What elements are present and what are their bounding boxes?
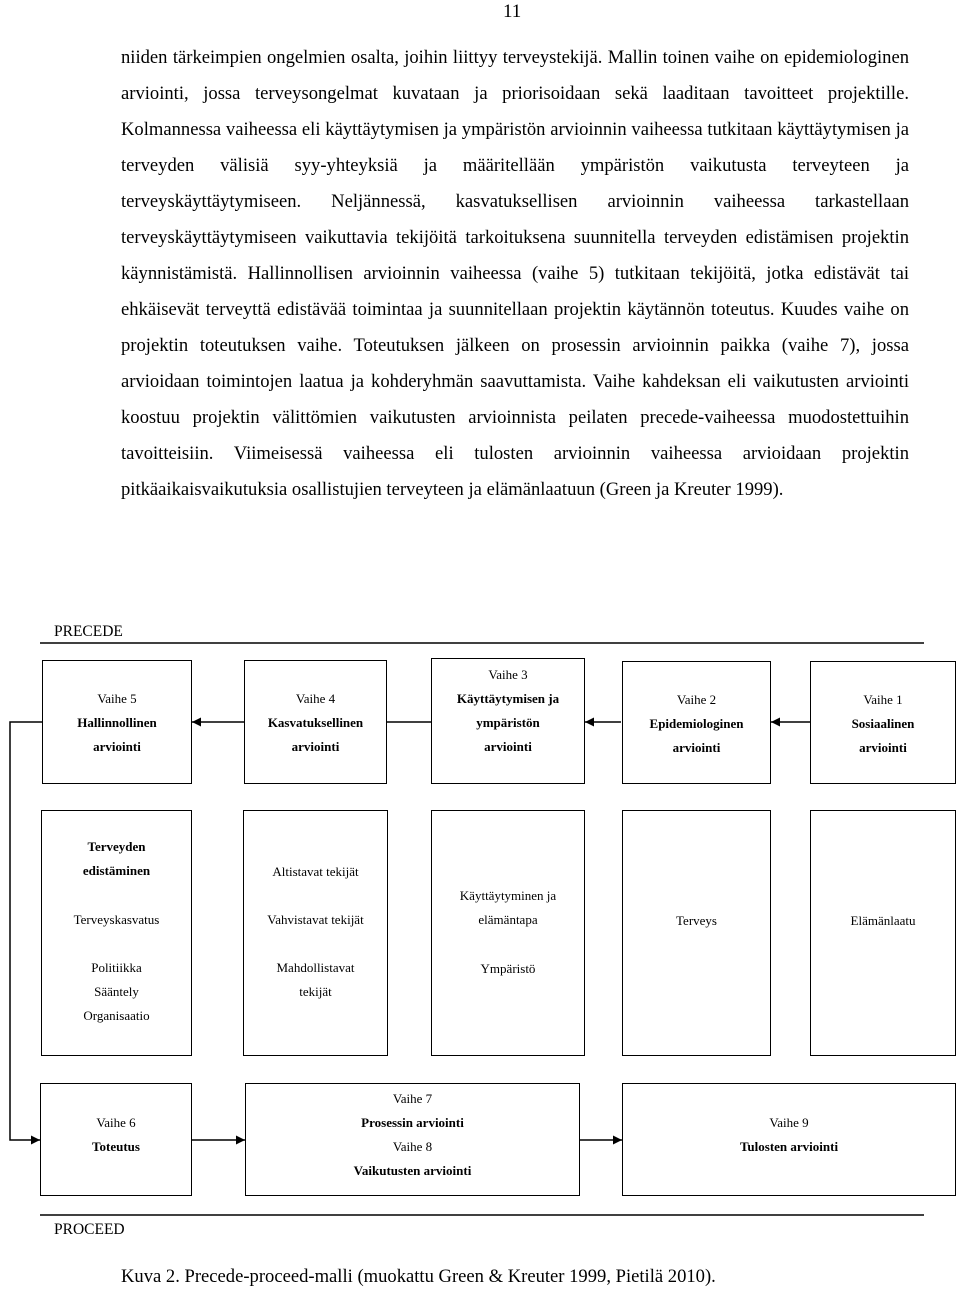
health-promotion-title: Terveyden (87, 839, 146, 854)
phase-7-title: Prosessin arviointi (361, 1115, 464, 1130)
lifestyle-item: elämäntapa (478, 912, 538, 927)
predisposing-factors: Altistavat tekijät (272, 864, 359, 879)
health-promotion-box (41, 810, 192, 1056)
phase-2-number: Vaihe 2 (676, 692, 717, 707)
phase-3-box (431, 658, 585, 784)
phase-4-title: Kasvatuksellinen (267, 715, 364, 730)
phase-8-number: Vaihe 8 (392, 1139, 433, 1154)
phase-3-number: Vaihe 3 (488, 667, 528, 682)
arrow-5-to-6 (10, 722, 42, 1140)
environment-item: Ympäristö (480, 961, 536, 976)
precede-label: PRECEDE (54, 623, 123, 640)
quality-of-life-item: Elämänlaatu (850, 913, 916, 928)
phase-8-title: Vaikutusten arviointi (353, 1163, 472, 1178)
phase-9-box (622, 1083, 956, 1196)
phase-1-box (810, 661, 956, 784)
phase-3-subtitle: arviointi (484, 739, 532, 754)
phase-5-title: Hallinnollinen (77, 715, 157, 730)
phase-4-number: Vaihe 4 (295, 691, 336, 706)
page-number: 11 (503, 1, 522, 22)
phase-6-title: Toteutus (92, 1139, 140, 1154)
phase-5-box (42, 660, 192, 784)
behaviour-item: Käyttäytyminen ja (459, 888, 557, 903)
phase-7-number: Vaihe 7 (392, 1091, 433, 1106)
phase-5-number: Vaihe 5 (97, 691, 137, 706)
health-item: Terveys (676, 913, 717, 928)
phase-3-title-2: ympäristön (476, 715, 540, 730)
reinforcing-factors: Vahvistavat tekijät (267, 912, 364, 927)
quality-of-life-box (810, 810, 956, 1056)
phase-1-subtitle: arviointi (859, 740, 907, 755)
health-promotion-title-2: edistäminen (82, 863, 151, 878)
policy-item: Politiikka (91, 960, 142, 975)
phase-3-title: Käyttäytymisen ja (456, 691, 560, 706)
phase-1-number: Vaihe 1 (863, 692, 903, 707)
phase-7-8-box (245, 1083, 580, 1196)
figure-caption: Kuva 2. Precede-proceed-malli (muokattu Green & Kreuter 1999, Pietilä 2010). (121, 1266, 716, 1287)
phase-9-title: Tulosten arviointi (739, 1139, 839, 1154)
proceed-label: PROCEED (54, 1221, 125, 1238)
regulation-item: Sääntely (94, 984, 139, 999)
phase-6-number: Vaihe 6 (96, 1115, 136, 1130)
behaviour-environment-box (431, 810, 585, 1056)
organisation-item: Organisaatio (83, 1008, 150, 1023)
phase-2-box (622, 661, 771, 784)
health-education-item: Terveyskasvatus (73, 912, 160, 927)
enabling-factors-2: tekijät (299, 984, 332, 999)
health-box (622, 810, 771, 1056)
phase-1-title: Sosiaalinen (851, 716, 915, 731)
enabling-factors: Mahdollistavat (276, 960, 355, 975)
factors-box (243, 810, 388, 1056)
phase-2-subtitle: arviointi (672, 740, 721, 755)
phase-2-title: Epidemiologinen (649, 716, 744, 731)
phase-9-number: Vaihe 9 (769, 1115, 809, 1130)
phase-4-subtitle: arviointi (291, 739, 340, 754)
phase-4-box (244, 660, 387, 784)
phase-5-subtitle: arviointi (93, 739, 141, 754)
body-paragraph: niiden tärkeimpien ongelmien osalta, joihin liittyy terveystekijä. Mallin toinen vaihe on epidemiologinen arviointi, jossa terveysongelmat kuvataan ja priorisoidaan sekä laaditaan tavoitteet projektille. Kolmannessa vaiheessa eli käyttäytymisen ja ympäristön arvioinnin vaiheessa tutkitaan käyttäytymisen ja terveyden välisiä syy-yhteyksiä ja määritellään ympäristön vaikutusta terveyteen ja terveyskäyttäytymiseen. Neljännessä, kasvatuksellisen arvioinnin vaiheessa tarkastellaan terveyskäyttäytymiseen vaikuttavia tekijöitä tarkoituksena suunnitella terveyden edistämisen projektin käynnistämistä. Hallinnollisen arvioinnin vaiheessa (vaihe 5) tutkitaan tekijöitä, jotka edistävät tai ehkäisevät terveyttä edistävää toimintaa ja suunnitellaan projektin käytännön toteutus. Kuudes vaihe on projektin toteutuksen vaihe. Toteutuksen jälkeen on prosessin arvioinnin paikka (vaihe 7), jossa arvioidaan toimintojen laatua ja kohderyhmän saavuttamista. Vaihe kahdeksan eli vaikutusten arviointi koostuu projektin välittömien vaikutusten arvioinnista peilaten precede-vaiheessa muodostettuihin tavoitteisiin. Viimeisessä vaiheessa eli tulosten arvioinnin vaiheessa arvioidaan projektin pitkäaikaisvaikutuksia osallistujien terveyteen ja elämänlaatuun (Green ja Kreuter 1999). (121, 47, 909, 500)
phase-6-box (40, 1083, 192, 1196)
